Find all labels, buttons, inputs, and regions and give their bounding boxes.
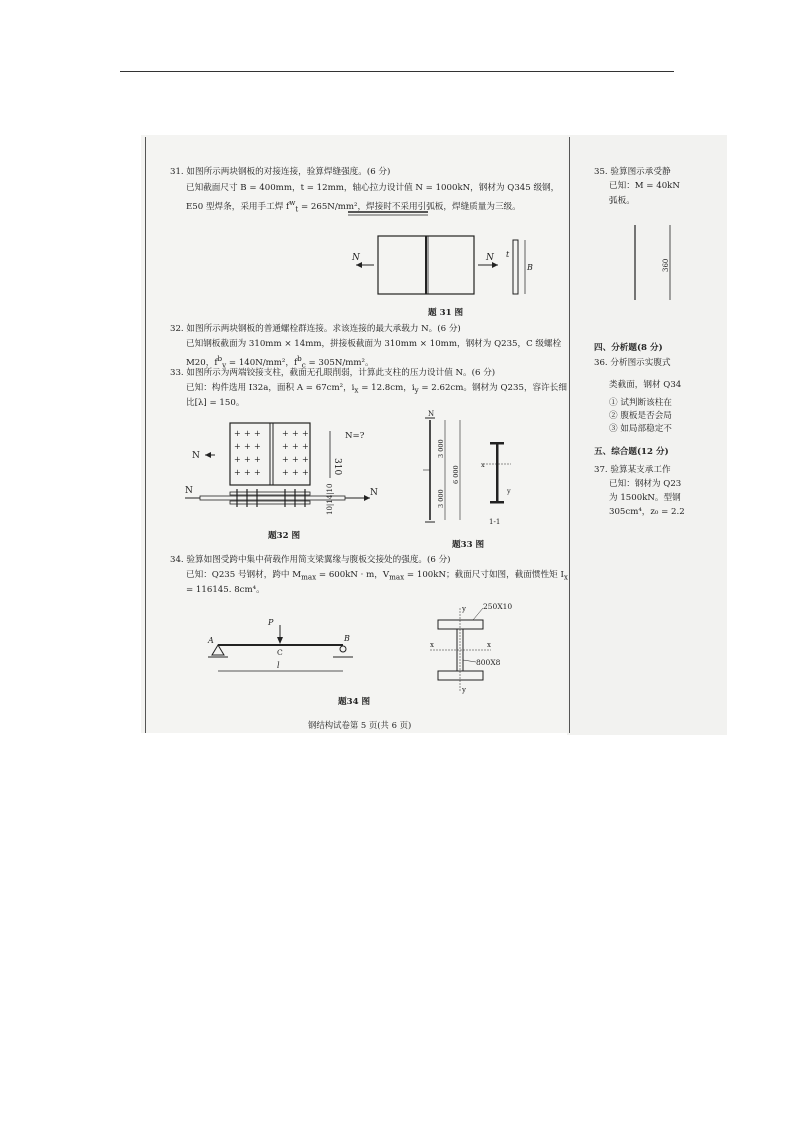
q33-section-label: 1-1 (489, 518, 501, 526)
svg-text:N: N (185, 486, 193, 496)
q32-label-n-left: N (192, 451, 200, 461)
q32-bolt: + (302, 455, 309, 464)
q32-line1: 已知钢板截面为 310mm × 14mm，拼接板截面为 310mm × 10mm，钢材为 Q235，C 级螺栓 (186, 339, 562, 349)
q34-top-flange (438, 620, 483, 629)
q32-bolt: + (292, 442, 299, 451)
q32-bolt: + (234, 468, 241, 477)
q33-figure (415, 412, 525, 532)
q32-bolt: + (244, 455, 251, 464)
q34-label-p: P (268, 618, 274, 627)
q31-label-n-right: N (486, 253, 494, 263)
svg-text:y: y (462, 605, 466, 613)
q33-label-n: N (428, 410, 435, 418)
scan-left-edge (145, 137, 146, 733)
q31-side-view (513, 240, 518, 294)
q32-bolt: + (244, 442, 251, 451)
q31-label-b: B (527, 263, 533, 272)
q32-bolt: + (254, 429, 261, 438)
q32-bolt: + (282, 429, 289, 438)
q35-line1: 35. 验算图示承受静 (594, 167, 671, 177)
q32-title: 32. 如图所示两块钢板的普通螺栓群连接。求该连接的最大承载力 N。(6 分) (170, 324, 461, 334)
svg-text:y: y (507, 487, 511, 495)
q34-bottom-flange (438, 671, 483, 680)
q34-line2: = 116145. 8cm⁴。 (186, 585, 265, 595)
q32-bolt: + (292, 429, 299, 438)
q32-bolt: + (302, 442, 309, 451)
q31-figure (320, 210, 560, 320)
q32-bolt: + (302, 468, 309, 477)
q31-line2: E50 型焊条，采用手工焊 $f^w_t = 265N/mm^2$，焊接时不采用引弧板，焊缝质量为三级。 (186, 198, 521, 214)
q32-bolt: + (254, 468, 261, 477)
q31-label-t: t (506, 250, 510, 259)
q32-bolt: + (282, 455, 289, 464)
q32-bolt: + (292, 455, 299, 464)
q36-item-1: ① 试判断该柱在 (609, 398, 672, 408)
q32-bolt: + (234, 429, 241, 438)
q32-bolt-group (234, 429, 309, 477)
q34-flange-dim: 250X10 (483, 602, 513, 611)
scan-fold-line (569, 137, 570, 733)
q32-bolt: + (234, 455, 241, 464)
q32-dim-310: 310 (332, 458, 342, 476)
q32-bolt: + (254, 455, 261, 464)
q32-line2: M20，$f^b_v = 140N/mm^2$，$f^b_c = 305N/mm^2$。 (186, 354, 374, 370)
q37-line2: 已知：钢材为 Q23 (609, 479, 682, 489)
q32-plate-side (200, 496, 345, 500)
q32-bolt: + (244, 468, 251, 477)
q32-bolt: + (302, 429, 309, 438)
q33-dim-3000b: 3 000 (437, 489, 445, 508)
section-4-heading: 四、分析题(8 分) (594, 343, 663, 353)
section-5-heading: 五、综合题(12 分) (594, 447, 669, 457)
q34-label-c: C (277, 648, 283, 657)
q32-bolt: + (254, 442, 261, 451)
q33-line1: 已知：构件选用 I32a，面积 A = 67cm²，$i_x = 12.8cm$，$i_y = 2.62cm$。钢材为 Q235，容许长细 (186, 383, 567, 395)
q34-line1: 已知：Q235 号钢材，跨中 $M_{max} = 600kN \cdot m$，$V_{max} = 100kN$；截面尺寸如图，截面惯性矩 $I_x$ (186, 570, 568, 582)
q32-figure (175, 418, 395, 528)
q36-line2: 类截面，钢材 Q34 (609, 380, 682, 390)
q32-caption: 题32 图 (268, 531, 301, 541)
q33-line2: 比[λ] = 150。 (186, 398, 245, 408)
q33-title: 33. 如图所示为两端铰接支柱，截面无孔眼削弱，计算此支柱的压力设计值 N。(6 分) (170, 368, 496, 378)
q32-bolt: + (234, 442, 241, 451)
q35-line2: 已知：M = 40kN (609, 181, 680, 191)
q33-dim-3000a: 3 000 (437, 439, 445, 458)
q31-title: 31. 如图所示两块钢板的对接连接，验算焊缝强度。(6 分) (170, 167, 391, 177)
q33-section (496, 444, 499, 502)
q37-title: 37. 验算某支承工作 (594, 465, 671, 475)
q34-web-dim: 800X8 (476, 658, 501, 667)
svg-text:x: x (430, 641, 434, 649)
q32-label-n-right: N (370, 488, 378, 498)
page-top-rule (120, 71, 674, 72)
q36-item-2: ② 腹板是否会局 (609, 411, 672, 421)
page-footer: 钢结构试卷第 5 页(共 6 页) (308, 720, 412, 730)
q36-title: 36. 分析图示实腹式 (594, 358, 671, 368)
q34-beam-figure (200, 605, 370, 685)
q34-label-l: l (277, 661, 280, 670)
q37-line3: 为 1500kN。型钢 (609, 493, 681, 503)
svg-text:y: y (462, 686, 466, 694)
q34-label-a: A (208, 636, 214, 645)
q35-line3: 弧板。 (609, 196, 635, 206)
q32-dim-thickness: 10|14|10 (326, 483, 334, 515)
q31-line1: 已知截面尺寸 B = 400mm，t = 12mm，轴心拉力设计值 N = 1000kN，钢材为 Q345 级钢， (186, 183, 560, 193)
q36-item-3: ③ 如局部稳定不 (609, 424, 672, 434)
q34-caption: 题34 图 (338, 697, 371, 707)
q34-section-figure (428, 600, 548, 695)
q32-bolt: + (282, 468, 289, 477)
svg-text:x: x (481, 461, 485, 469)
q35-dim-360: 360 (662, 258, 670, 272)
svg-text:x: x (487, 641, 491, 649)
q33-caption: 题33 图 (452, 540, 485, 550)
q33-dim-6000: 6 000 (452, 465, 460, 484)
q37-line4: 305cm⁴，z₀ = 2.2 (609, 507, 685, 517)
q31-label-n-left: N (352, 253, 360, 263)
q32-bolt: + (292, 468, 299, 477)
q34-title: 34. 验算如图受跨中集中荷载作用简支梁翼缘与腹板交接处的强度。(6 分) (170, 555, 451, 565)
q35-figure (630, 220, 690, 320)
q32-bolt: + (282, 442, 289, 451)
q31-caption: 题 31 图 (428, 308, 464, 318)
q32-label-nq: N=? (345, 431, 365, 441)
q32-bolt: + (244, 429, 251, 438)
q34-label-b: B (344, 634, 350, 643)
